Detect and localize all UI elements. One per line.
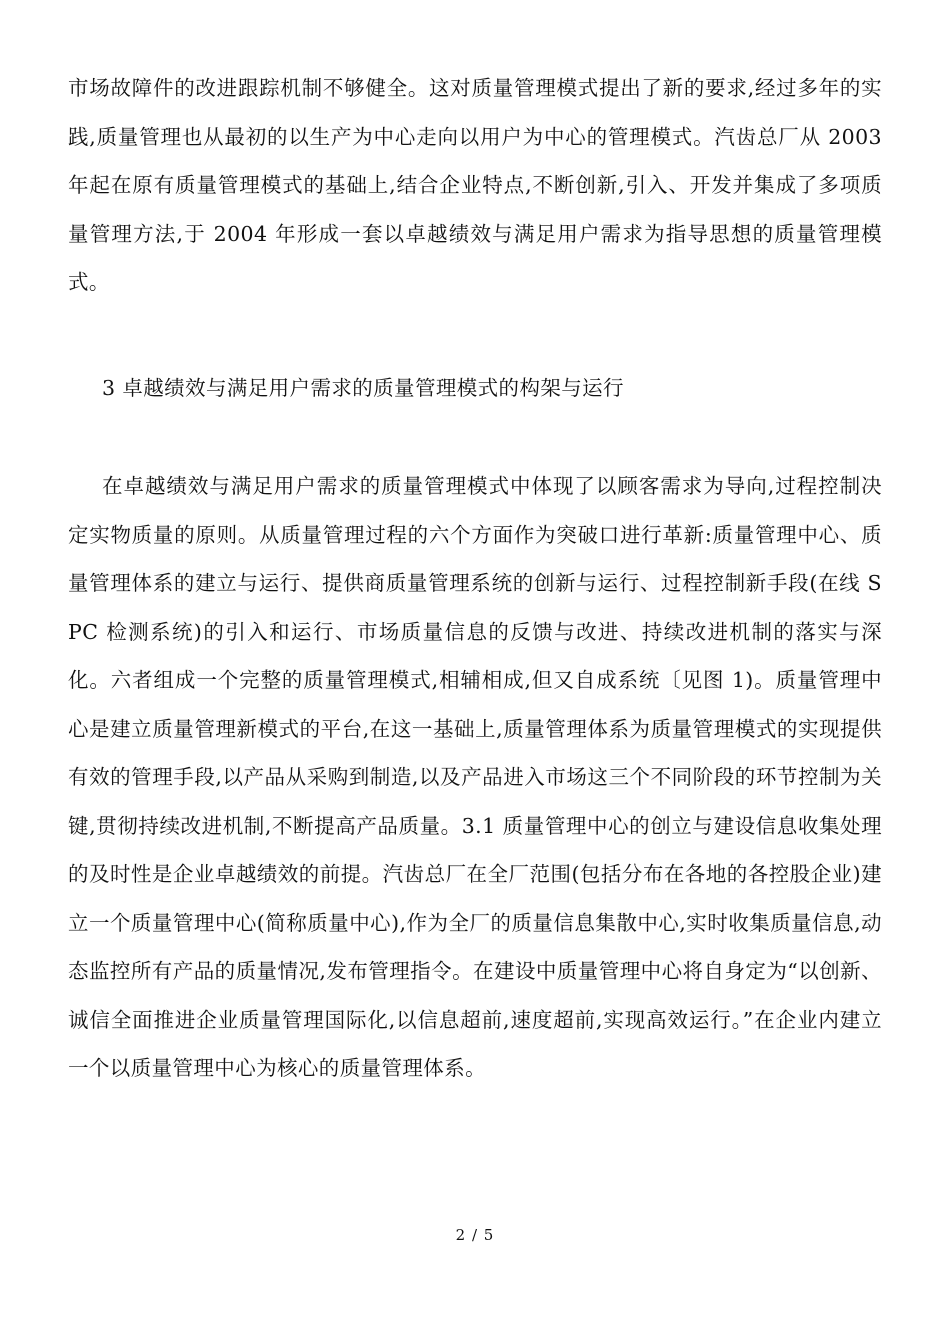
- paragraph-body: 在卓越绩效与满足用户需求的质量管理模式中体现了以顾客需求为导向,过程控制决定实物质量的原则。从质量管理过程的六个方面作为突破口进行革新:质量管理中心、质量管理体系的建立与运行、提供商质量管理系统的创新与运行、过程控制新手段(在线 SPC 检测系统)的引入和运行、市场质量信息的反馈与改进、持续改进机制的落实与深化。六者组成一个完整的质量管理模式,相辅相成,但又自成系统〔见图 1)。质量管理中心是建立质量管理新模式的平台,在这一基础上,质量管理体系为质量管理模式的实现提供有效的管理手段,以产品从采购到制造,以及产品进入市场这三个不同阶段的环节控制为关键,贯彻持续改进机制,不断提高产品质量。3.1 质量管理中心的创立与建设信息收集处理的及时性是企业卓越绩效的前提。汽齿总厂在全厂范围(包括分布在各地的各控股企业)建立一个质量管理中心(简称质量中心),作为全厂的质量信息集散中心,实时收集质量信息,动态监控所有产品的质量情况,发布管理指令。在建设中质量管理中心将自身定为“以创新、诚信全面推进企业质量管理国际化,以信息超前,速度超前,实现高效运行。”在企业内建立一个以质量管理中心为核心的质量管理体系。: [68, 474, 882, 1080]
- page-number: 2 / 5: [455, 1226, 495, 1244]
- paragraph-continued: 市场故障件的改进跟踪机制不够健全。这对质量管理模式提出了新的要求,经过多年的实践,质量管理也从最初的以生产为中心走向以用户为中心的管理模式。汽齿总厂从 2003 年起在原有质量管理模式的基础上,结合企业特点,不断创新,引入、开发并集成了多项质量管理方法,于 2004 年形成一套以卓越绩效与满足用户需求为指导思想的质量管理模式。: [68, 76, 882, 294]
- section-heading: 3 卓越绩效与满足用户需求的质量管理模式的构架与运行: [102, 376, 624, 400]
